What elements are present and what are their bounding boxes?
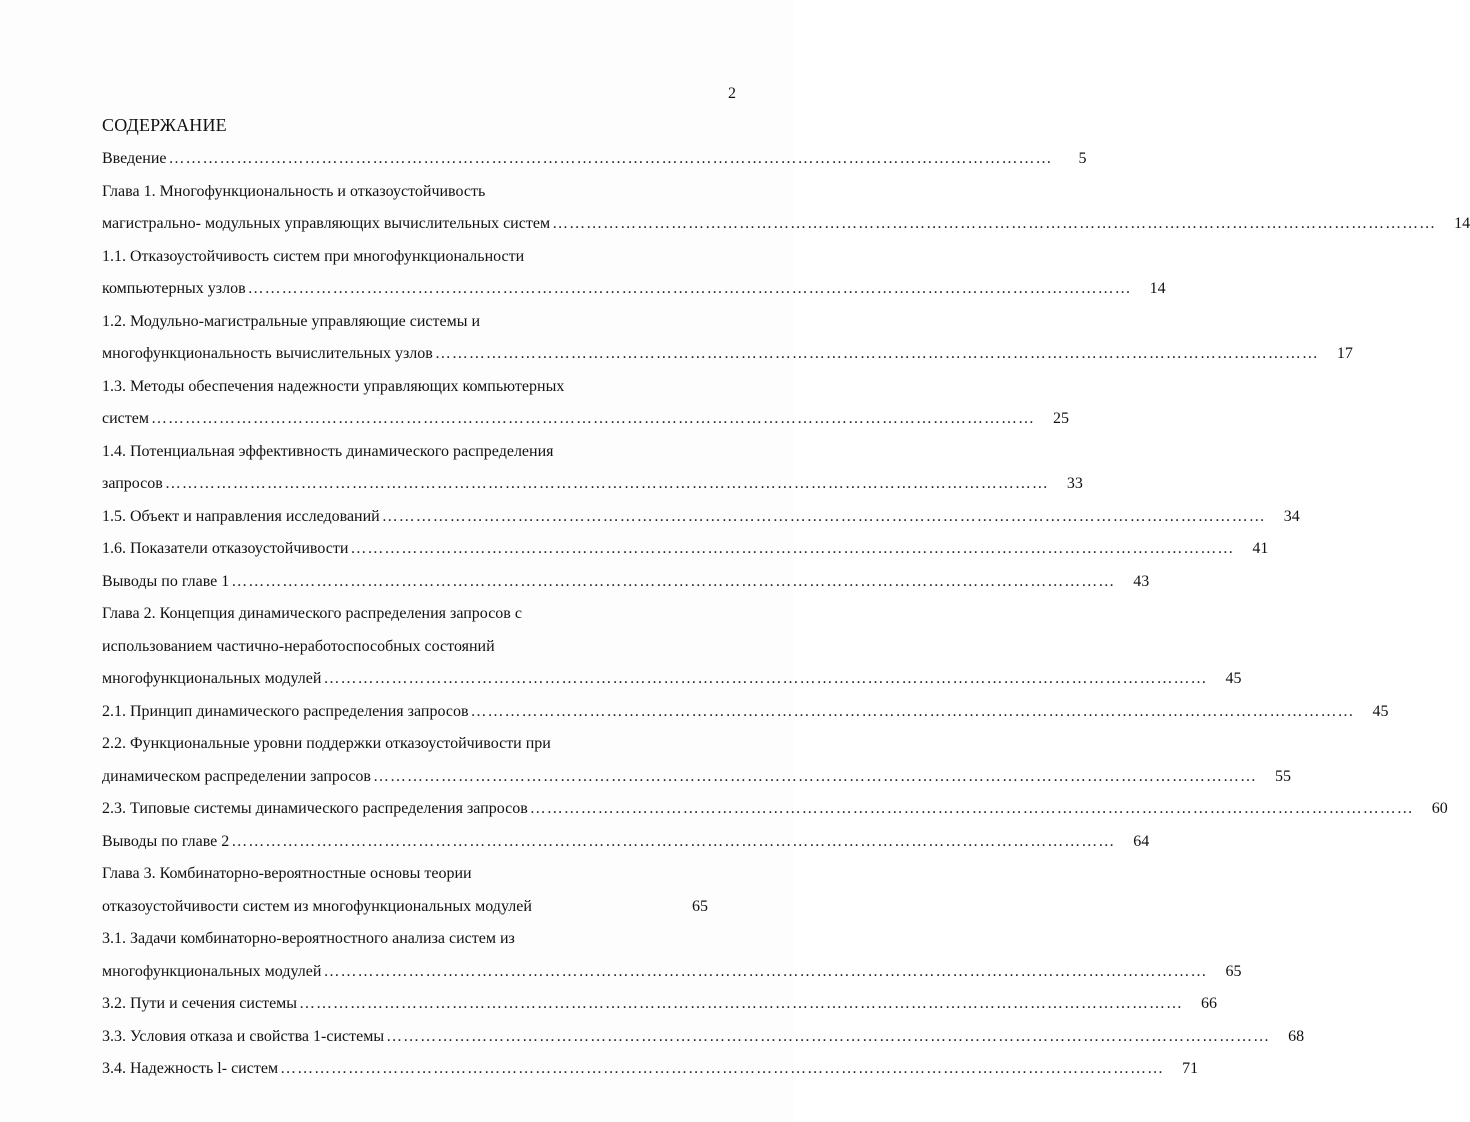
toc-entry-line: [102, 598, 708, 631]
toc-entry: [102, 371, 1069, 436]
toc-entry-line: [102, 273, 1166, 306]
toc-entry-text: Выводы по главе 2: [102, 832, 230, 850]
toc-page-number: 71: [1182, 1060, 1199, 1077]
toc-entry-text: 3.4. Надежность l- систем: [102, 1060, 279, 1077]
toc-entry: [102, 533, 1269, 566]
toc-dot-leader: [382, 501, 1266, 534]
toc-page-number: 55: [1274, 767, 1291, 785]
toc-entry-text: Выводы по главе 1: [102, 572, 230, 590]
toc-entry: [102, 728, 1291, 793]
toc-page-number: 65: [692, 897, 708, 915]
toc-dot-leader: [350, 533, 1234, 566]
toc-entry-text: 1.2. Модульно-магистральные управляющие системы и: [102, 312, 481, 330]
toc-entry-text: динамическом распределении запросов: [102, 767, 371, 785]
toc-entry-text: 2.1. Принцип динамического распределения запросов: [102, 702, 469, 720]
toc-dot-leader: [169, 143, 1053, 176]
toc-entry: [102, 143, 1087, 176]
toc-page-number: 17: [1336, 345, 1353, 362]
toc-entry-text: Введение: [102, 150, 167, 167]
toc-entry: [102, 696, 1389, 729]
toc-dot-leader: [323, 956, 1207, 989]
toc-entry: [102, 793, 1448, 826]
toc-entry: [102, 598, 1242, 696]
toc-dot-leader: [386, 1021, 1270, 1054]
toc-entry-line: [102, 923, 708, 956]
toc-entry: [102, 241, 1166, 306]
toc-dot-leader: [231, 566, 1115, 599]
toc-page-number: 5: [1078, 150, 1087, 167]
toc-entry: [102, 501, 1300, 534]
toc-entry-line: [102, 143, 1087, 176]
toc-entry-line: [102, 338, 1353, 371]
toc-dot-leader: [435, 338, 1319, 371]
toc-title: СОДЕРЖАНИЕ: [102, 115, 227, 135]
toc-page-number: 14: [1454, 215, 1470, 232]
toc-entry-line: [102, 436, 708, 469]
toc-entry-line: [102, 761, 1291, 794]
toc-entry-text: отказоустойчивости систем из многофункциональных модулей: [102, 897, 532, 915]
toc-entry-line: [102, 858, 708, 891]
toc-page-number: 66: [1201, 995, 1218, 1012]
toc-page-number: 41: [1252, 540, 1269, 557]
toc-page-number: 43: [1133, 572, 1150, 590]
toc-entry-line: [102, 988, 1218, 1021]
toc-dot-leader: [231, 826, 1115, 859]
toc-dot-leader: [165, 468, 1049, 501]
toc-entry-text: многофункциональных модулей: [102, 962, 322, 980]
toc-entry-text: Глава 3. Комбинаторно-вероятностные основы теории: [102, 865, 472, 882]
toc-page-number: 65: [1225, 962, 1242, 980]
toc-entry-line: [102, 728, 708, 761]
toc-page-number: 33: [1066, 475, 1083, 492]
toc-entry-line: [102, 891, 708, 924]
toc-entry-line: [102, 956, 1242, 989]
toc-entry-line: [102, 631, 708, 664]
toc-page-number: 45: [1225, 670, 1242, 687]
toc-dot-leader: [280, 1053, 1164, 1086]
toc-entry-text: 3.1. Задачи комбинаторно-вероятностного анализа систем из: [102, 930, 515, 947]
toc-entry-line: [102, 501, 1300, 534]
toc-entry-text: систем: [102, 410, 149, 427]
toc-dot-leader: [323, 663, 1207, 696]
toc-entry-line: [102, 176, 708, 209]
toc-entry: [102, 858, 708, 923]
toc-entry-text: Глава 1. Многофункциональность и отказоустойчивость: [102, 182, 486, 200]
toc-dot-leader: [299, 988, 1183, 1021]
toc-entry-line: [102, 566, 1150, 599]
toc-page-number: 64: [1133, 832, 1150, 850]
toc-entry-text: Глава 2. Концепция динамического распределения запросов с: [102, 605, 522, 622]
toc-entry-text: 1.1. Отказоустойчивость систем при многофункциональности: [102, 247, 525, 265]
toc-dot-leader: [151, 403, 1035, 436]
toc-entry-text: 1.5. Объект и направления исследований: [102, 507, 380, 525]
toc-entry-line: [102, 1021, 1305, 1054]
toc-entry-line: [102, 533, 1269, 566]
toc-dot-leader: [530, 793, 1414, 826]
toc-entry-line: [102, 696, 1389, 729]
toc-entry-line: [102, 403, 1069, 436]
toc-entry: [102, 1053, 1199, 1086]
toc-entry-line: [102, 371, 708, 404]
toc-entry: [102, 176, 1470, 241]
toc-entry: [102, 436, 1083, 501]
toc-entry-text: 3.3. Условия отказа и свойства 1-системы: [102, 1027, 385, 1045]
toc-dot-leader: [471, 696, 1355, 729]
toc-entry: [102, 988, 1218, 1021]
toc-entry-line: [102, 793, 1448, 826]
toc-entry: [102, 566, 1150, 599]
toc-page-number: 25: [1052, 410, 1069, 427]
toc-entry-text: 1.3. Методы обеспечения надежности управляющих компьютерных: [102, 377, 565, 395]
toc-entry-line: [102, 826, 1150, 859]
toc-entry-line: [102, 208, 1470, 241]
toc-entry-text: магистрально- модульных управляющих вычислительных систем: [102, 215, 551, 232]
toc-entry-text: 2.3. Типовые системы динамического распределения запросов: [102, 800, 528, 817]
toc-page-number: 34: [1283, 507, 1300, 525]
toc-entry-line: [102, 241, 708, 274]
toc-page-number: 14: [1149, 280, 1166, 297]
toc-entry-line: [102, 1053, 1199, 1086]
toc-entry: [102, 306, 1353, 371]
toc-entry: [102, 826, 1150, 859]
toc-dot-leader: [248, 273, 1132, 306]
toc-entry-text: многофункциональных модулей: [102, 670, 322, 687]
toc-entry-text: 3.2. Пути и сечения системы: [102, 995, 298, 1012]
toc-entry-text: 1.4. Потенциальная эффективность динамического распределения: [102, 442, 554, 460]
toc-dot-leader: [373, 761, 1257, 794]
toc-entry-text: запросов: [102, 475, 163, 492]
toc-entry-line: [102, 663, 1242, 696]
toc-entry-line: [102, 468, 1083, 501]
toc-entry-text: 2.2. Функциональные уровни поддержки отказоустойчивости при: [102, 735, 551, 752]
toc-entry: [102, 923, 1242, 988]
toc-page-number: 45: [1372, 702, 1389, 720]
toc-dot-leader: [552, 208, 1436, 241]
toc-page-number: 60: [1431, 800, 1448, 817]
table-of-contents: [102, 143, 1470, 1086]
page-number: 2: [728, 85, 736, 102]
toc-entry-text: многофункциональность вычислительных узлов: [102, 345, 433, 362]
toc-entry-text: 1.6. Показатели отказоустойчивости: [102, 540, 349, 557]
toc-entry-text: компьютерных узлов: [102, 280, 246, 297]
toc-entry: [102, 1021, 1305, 1054]
toc-entry-line: [102, 306, 708, 339]
toc-entry-text: использованием частично-неработоспособных состояний: [102, 637, 495, 655]
toc-page-number: 68: [1288, 1027, 1305, 1045]
